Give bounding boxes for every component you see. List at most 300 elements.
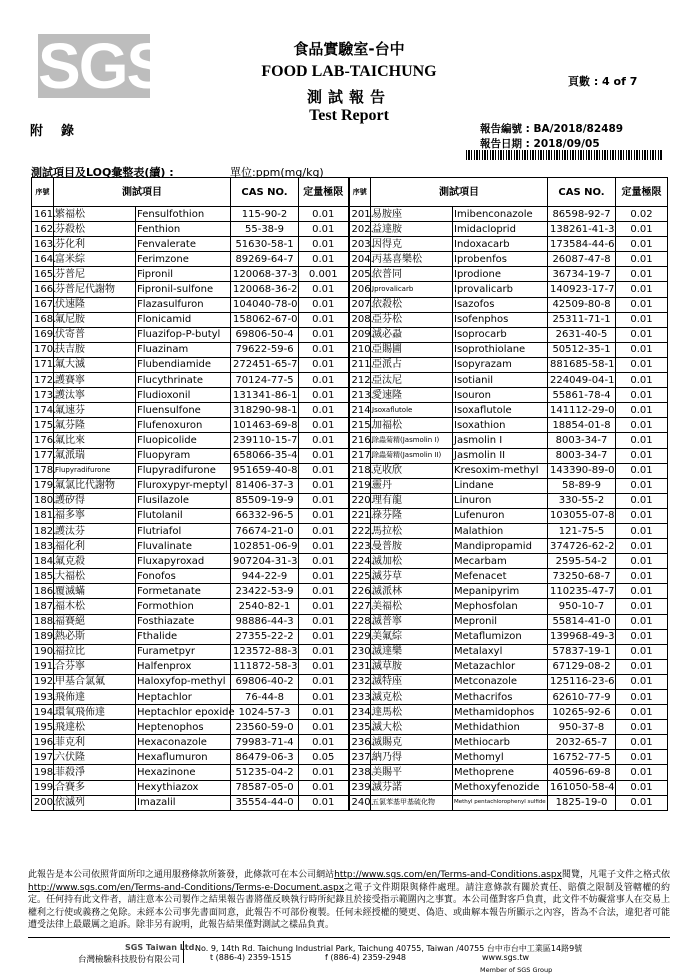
cas-number: 79622-59-6 <box>231 342 299 357</box>
loq-value: 0.01 <box>616 554 668 569</box>
item-en: Mecarbam <box>453 554 548 569</box>
item-zh: 氟比來 <box>54 433 136 448</box>
item-zh: 芬普尼代謝物 <box>54 282 136 297</box>
row-number: 234. <box>349 705 371 720</box>
disclaimer-text: 之電子文件期限與條件處理。請注意條款有關於責任、賠償之限制及管轄權的約定。任何持有此文件者，請注意本公司製作之結果報告書將僅反映執行時所紀錄且於接受指示範圍內之事實。本公司僅對客戶負責，此文件不妨礙當事人在交易上權利之行使或義務之免除。未經本公司事先書面同意，此報告不可部份複製。任何未經授權的變更、偽造、或曲解本報告所顯示之內容，皆為不合法，違犯者可能遭受法律上最嚴厲之追訴。除非另有說明，此報告結果僅對測試之樣品負責。 <box>28 882 670 930</box>
table-row <box>32 373 668 388</box>
item-en: Methomyl <box>453 750 548 765</box>
cas-number: 330-55-2 <box>548 493 616 508</box>
row-number: 204. <box>349 252 371 267</box>
row-number: 193. <box>32 690 54 705</box>
table-row <box>32 569 668 584</box>
loq-value: 0.01 <box>299 554 349 569</box>
item-en: Iprodione <box>453 267 548 282</box>
terms-link[interactable]: http://www.sgs.com/en/Terms-and-Conditions.aspx <box>334 870 562 880</box>
item-en: Formetanate <box>136 584 231 599</box>
item-zh: 易胺座 <box>371 207 453 222</box>
cas-number: 1825-19-0 <box>548 795 616 810</box>
loq-value: 0.01 <box>299 539 349 554</box>
loq-value: 0.01 <box>616 569 668 584</box>
loq-value: 0.01 <box>299 403 349 418</box>
col-header-no: 序號 <box>32 178 54 207</box>
item-en: Iprovalicarb <box>453 282 548 297</box>
loq-value: 0.01 <box>299 433 349 448</box>
row-number: 176. <box>32 433 54 448</box>
item-zh: 氟克殺 <box>54 554 136 569</box>
table-row <box>32 478 668 493</box>
loq-value: 0.01 <box>299 237 349 252</box>
cas-number: 2540-82-1 <box>231 599 299 614</box>
item-en: Heptenophos <box>136 720 231 735</box>
company-address: No. 9, 14th Rd. Taichung Industrial Park, Taichung 40755, Taiwan /40755 台中市台中工業區14路9號 <box>195 944 583 953</box>
table-row <box>32 207 668 222</box>
loq-value: 0.001 <box>299 267 349 282</box>
loq-value: 0.01 <box>616 252 668 267</box>
loq-value: 0.01 <box>299 584 349 599</box>
report-number: 報告編號 : BA/2018/82489 <box>480 123 624 135</box>
loq-value: 0.01 <box>299 674 349 689</box>
col-header-item: 測試項目 <box>54 178 231 207</box>
table-row <box>32 312 668 327</box>
row-number: 222. <box>349 523 371 538</box>
loq-value: 0.01 <box>616 599 668 614</box>
item-en: Methamidophos <box>453 705 548 720</box>
loq-value: 0.01 <box>616 418 668 433</box>
loq-value: 0.01 <box>299 312 349 327</box>
row-number: 189. <box>32 629 54 644</box>
item-zh: 護矽得 <box>54 493 136 508</box>
item-zh: 美賜平 <box>371 765 453 780</box>
cas-number: 950-10-7 <box>548 599 616 614</box>
col-header-no: 序號 <box>349 178 371 207</box>
cas-number: 36734-19-7 <box>548 267 616 282</box>
cas-number: 102851-06-9 <box>231 539 299 554</box>
row-number: 188. <box>32 614 54 629</box>
row-number: 209. <box>349 327 371 342</box>
barcode <box>466 150 662 160</box>
cas-number: 8003-34-7 <box>548 433 616 448</box>
company-fax: f (886-4) 2359-2948 <box>325 953 406 962</box>
cas-number: 51235-04-2 <box>231 765 299 780</box>
row-number: 223. <box>349 539 371 554</box>
cas-number: 55861-78-4 <box>548 388 616 403</box>
item-zh: 覆滅蟎 <box>54 584 136 599</box>
item-zh: 伏速隆 <box>54 297 136 312</box>
row-number: 195. <box>32 720 54 735</box>
loq-value: 0.01 <box>299 448 349 463</box>
cas-number: 374726-62-2 <box>548 539 616 554</box>
item-zh: 亞芬松 <box>371 312 453 327</box>
item-en: Heptachlor epoxide <box>136 705 231 720</box>
disclaimer-text: 此報告是本公司依照背面所印之通用服務條款所簽發，此條款可在本公司網站 <box>28 870 335 880</box>
row-number: 196. <box>32 735 54 750</box>
cas-number: 25311-71-1 <box>548 312 616 327</box>
row-number: 191. <box>32 659 54 674</box>
loq-value: 0.01 <box>299 705 349 720</box>
item-en: Hexythiazox <box>136 780 231 795</box>
row-number: 185. <box>32 569 54 584</box>
item-en: Methyl pentachlorophenyl sulfide <box>453 795 548 810</box>
cas-number: 125116-23-6 <box>548 674 616 689</box>
table-row <box>32 539 668 554</box>
table-row <box>32 267 668 282</box>
cas-number: 115-90-2 <box>231 207 299 222</box>
loq-value: 0.01 <box>299 795 349 810</box>
row-number: 238. <box>349 765 371 780</box>
loq-value: 0.01 <box>299 342 349 357</box>
item-en: Jasmolin II <box>453 448 548 463</box>
table-row <box>32 690 668 705</box>
table-row <box>32 418 668 433</box>
row-number: 231. <box>349 659 371 674</box>
item-zh: 芬殺松 <box>54 222 136 237</box>
item-en: Ferimzone <box>136 252 231 267</box>
item-en: Flubendiamide <box>136 357 231 372</box>
row-number: 171. <box>32 357 54 372</box>
loq-value: 0.01 <box>616 282 668 297</box>
item-zh: 護賽寧 <box>54 373 136 388</box>
item-en: Haloxyfop-methyl <box>136 674 231 689</box>
loq-value: 0.01 <box>616 795 668 810</box>
item-zh: 依普同 <box>371 267 453 282</box>
row-number: 205. <box>349 267 371 282</box>
table-row <box>32 629 668 644</box>
table-row <box>32 659 668 674</box>
loq-value: 0.01 <box>299 463 349 478</box>
item-en: Fluroxypyr-meptyl <box>136 478 231 493</box>
item-en: Halfenprox <box>136 659 231 674</box>
table-row <box>32 735 668 750</box>
row-number: 202. <box>349 222 371 237</box>
item-en: Metaflumizon <box>453 629 548 644</box>
cas-number: 111872-58-3 <box>231 659 299 674</box>
cas-number: 57837-19-1 <box>548 644 616 659</box>
loq-value: 0.01 <box>299 523 349 538</box>
cas-number: 951659-40-8 <box>231 463 299 478</box>
item-zh: 滅克松 <box>371 690 453 705</box>
cas-number: 272451-65-7 <box>231 357 299 372</box>
loq-value: 0.01 <box>299 297 349 312</box>
disclaimer <box>28 869 670 932</box>
cas-number: 658066-35-4 <box>231 448 299 463</box>
row-number: 217. <box>349 448 371 463</box>
item-en: Metalaxyl <box>453 644 548 659</box>
loq-value: 0.01 <box>299 478 349 493</box>
item-zh: 因得克 <box>371 237 453 252</box>
col-header-loq: 定量極限 <box>616 178 668 207</box>
item-zh: 氟派瑞 <box>54 448 136 463</box>
item-zh: Isoxaflutole <box>371 403 453 418</box>
item-zh: 氟芬隆 <box>54 418 136 433</box>
loq-table <box>31 177 668 811</box>
item-zh: 滅必蝨 <box>371 327 453 342</box>
loq-value: 0.01 <box>616 659 668 674</box>
item-zh: 合芬寧 <box>54 659 136 674</box>
cas-number: 104040-78-0 <box>231 297 299 312</box>
loq-value: 0.01 <box>299 388 349 403</box>
item-zh: 克收欣 <box>371 463 453 478</box>
cas-number: 69806-40-2 <box>231 674 299 689</box>
row-number: 228. <box>349 614 371 629</box>
cas-number: 55-38-9 <box>231 222 299 237</box>
col-header-cas: CAS NO. <box>548 178 616 207</box>
cas-number: 70124-77-5 <box>231 373 299 388</box>
item-zh: 依滅列 <box>54 795 136 810</box>
row-number: 216. <box>349 433 371 448</box>
company-website[interactable]: www.sgs.tw <box>482 953 530 962</box>
page-number: 頁數 : 4 of 7 <box>568 75 638 88</box>
cas-number: 139968-49-3 <box>548 629 616 644</box>
item-en: Mepronil <box>453 614 548 629</box>
row-number: 179. <box>32 478 54 493</box>
item-en: Iprobenfos <box>453 252 548 267</box>
loq-value: 0.01 <box>616 342 668 357</box>
item-en: Isoprothiolane <box>453 342 548 357</box>
cas-number: 89269-64-7 <box>231 252 299 267</box>
loq-value: 0.01 <box>299 493 349 508</box>
loq-value: 0.01 <box>299 735 349 750</box>
loq-value: 0.01 <box>299 780 349 795</box>
row-number: 172. <box>32 373 54 388</box>
table-row <box>32 523 668 538</box>
loq-value: 0.01 <box>616 523 668 538</box>
cas-number: 907204-31-3 <box>231 554 299 569</box>
cas-number: 81406-37-3 <box>231 478 299 493</box>
row-number: 212. <box>349 373 371 388</box>
row-number: 236. <box>349 735 371 750</box>
item-zh: 福木松 <box>54 599 136 614</box>
loq-value: 0.01 <box>616 674 668 689</box>
item-en: Mandipropamid <box>453 539 548 554</box>
loq-value: 0.01 <box>616 222 668 237</box>
item-zh: 福賽絕 <box>54 614 136 629</box>
row-number: 177. <box>32 448 54 463</box>
loq-value: 0.01 <box>616 508 668 523</box>
item-en: Fluxapyroxad <box>136 554 231 569</box>
item-en: Mepanipyrim <box>453 584 548 599</box>
loq-value: 0.01 <box>616 312 668 327</box>
loq-value: 0.01 <box>299 418 349 433</box>
loq-value: 0.01 <box>299 252 349 267</box>
lab-name-en: FOOD LAB-TAICHUNG <box>261 63 437 80</box>
row-number: 200. <box>32 795 54 810</box>
row-number: 163. <box>32 237 54 252</box>
loq-value: 0.01 <box>299 690 349 705</box>
table-row <box>32 765 668 780</box>
row-number: 182. <box>32 523 54 538</box>
table-row <box>32 327 668 342</box>
loq-value: 0.05 <box>299 750 349 765</box>
loq-value: 0.01 <box>616 765 668 780</box>
loq-value: 0.01 <box>616 448 668 463</box>
loq-value: 0.01 <box>299 327 349 342</box>
row-number: 230. <box>349 644 371 659</box>
item-zh: 環氧飛佈達 <box>54 705 136 720</box>
row-number: 165. <box>32 267 54 282</box>
item-en: Fipronil-sulfone <box>136 282 231 297</box>
item-en: Formothion <box>136 599 231 614</box>
item-zh: 護汰寧 <box>54 388 136 403</box>
cas-number: 16752-77-5 <box>548 750 616 765</box>
item-zh: 祿芬隆 <box>371 508 453 523</box>
cas-number: 76674-21-0 <box>231 523 299 538</box>
table-row <box>32 795 668 810</box>
cas-number: 103055-07-8 <box>548 508 616 523</box>
item-zh: 芬普尼 <box>54 267 136 282</box>
loq-value: 0.01 <box>616 478 668 493</box>
table-row <box>32 554 668 569</box>
item-en: Isofenphos <box>453 312 548 327</box>
row-number: 168. <box>32 312 54 327</box>
row-number: 213. <box>349 388 371 403</box>
loq-value: 0.01 <box>616 614 668 629</box>
cas-number: 86598-92-7 <box>548 207 616 222</box>
row-number: 208. <box>349 312 371 327</box>
report-date: 報告日期 : 2018/09/05 <box>480 138 600 150</box>
report-title-zh: 測試報告 <box>306 88 391 106</box>
cas-number: 224049-04-1 <box>548 373 616 388</box>
row-number: 161. <box>32 207 54 222</box>
item-zh: 氟氯比代謝物 <box>54 478 136 493</box>
item-en: Methoprene <box>453 765 548 780</box>
item-zh: 熱必斯 <box>54 629 136 644</box>
row-number: 186. <box>32 584 54 599</box>
cas-number: 27355-22-2 <box>231 629 299 644</box>
item-zh: Flupyradifurone <box>54 463 136 478</box>
item-zh: 扶吉胺 <box>54 342 136 357</box>
item-zh: 滅普寧 <box>371 614 453 629</box>
loq-value: 0.01 <box>616 690 668 705</box>
item-zh: 飛佈達 <box>54 690 136 705</box>
row-number: 164. <box>32 252 54 267</box>
row-number: 201. <box>349 207 371 222</box>
appendix-label: 附錄 <box>30 124 93 139</box>
item-en: Isoxathion <box>453 418 548 433</box>
loq-value: 0.01 <box>299 508 349 523</box>
cas-number: 79983-71-4 <box>231 735 299 750</box>
item-zh: 五氯苯基甲基硫化物 <box>371 795 453 810</box>
item-zh: 氟大滅 <box>54 357 136 372</box>
table-row <box>32 403 668 418</box>
item-en: Flusilazole <box>136 493 231 508</box>
item-en: Fluazifop-P-butyl <box>136 327 231 342</box>
company-phone: t (886-4) 2359-1515 <box>210 953 292 962</box>
cas-number: 26087-47-8 <box>548 252 616 267</box>
loq-value: 0.01 <box>616 720 668 735</box>
item-zh: 美氟綜 <box>371 629 453 644</box>
cas-number: 51630-58-1 <box>231 237 299 252</box>
report-title-en: Test Report <box>309 107 389 124</box>
table-row <box>32 780 668 795</box>
item-en: Fonofos <box>136 569 231 584</box>
item-en: Fluopyram <box>136 448 231 463</box>
member-label: Member of SGS Group <box>480 966 553 974</box>
row-number: 214. <box>349 403 371 418</box>
row-number: 170. <box>32 342 54 357</box>
item-zh: 達馬松 <box>371 705 453 720</box>
loq-value: 0.01 <box>299 207 349 222</box>
table-row <box>32 674 668 689</box>
row-number: 187. <box>32 599 54 614</box>
item-en: Kresoxim-methyl <box>453 463 548 478</box>
table-row <box>32 599 668 614</box>
item-en: Fosthiazate <box>136 614 231 629</box>
item-zh: 馬拉松 <box>371 523 453 538</box>
loq-value: 0.01 <box>616 388 668 403</box>
row-number: 219. <box>349 478 371 493</box>
item-zh: 加福松 <box>371 418 453 433</box>
e-document-terms-link[interactable]: http://www.sgs.com/en/Terms-and-Conditions/Terms-e-Document.aspx <box>28 882 345 893</box>
cas-number: 881685-58-1 <box>548 357 616 372</box>
row-number: 181. <box>32 508 54 523</box>
table-title: 測試項目及LOQ彙整表(續) : <box>31 166 174 179</box>
item-en: Isotianil <box>453 373 548 388</box>
table-row <box>32 750 668 765</box>
loq-value: 0.01 <box>616 493 668 508</box>
cas-number: 120068-37-3 <box>231 267 299 282</box>
row-number: 207. <box>349 297 371 312</box>
item-en: Isoprocarb <box>453 327 548 342</box>
cas-number: 66332-96-5 <box>231 508 299 523</box>
table-row <box>32 222 668 237</box>
item-en: Fluensulfone <box>136 403 231 418</box>
cas-number: 110235-47-7 <box>548 584 616 599</box>
col-header-loq: 定量極限 <box>299 178 349 207</box>
item-en: Jasmolin I <box>453 433 548 448</box>
col-header-item: 測試項目 <box>371 178 548 207</box>
item-en: Heptachlor <box>136 690 231 705</box>
loq-value: 0.01 <box>299 720 349 735</box>
item-en: Methacrifos <box>453 690 548 705</box>
loq-value: 0.01 <box>616 629 668 644</box>
cas-number: 173584-44-6 <box>548 237 616 252</box>
loq-value: 0.01 <box>616 373 668 388</box>
loq-value: 0.01 <box>616 705 668 720</box>
cas-number: 2032-65-7 <box>548 735 616 750</box>
item-en: Fensulfothion <box>136 207 231 222</box>
item-en: Methidathion <box>453 720 548 735</box>
row-number: 225. <box>349 569 371 584</box>
cas-number: 62610-77-9 <box>548 690 616 705</box>
loq-value: 0.01 <box>299 282 349 297</box>
loq-value: 0.01 <box>616 644 668 659</box>
row-number: 203. <box>349 237 371 252</box>
item-zh: 丙基喜樂松 <box>371 252 453 267</box>
item-zh: 菲克利 <box>54 735 136 750</box>
table-row <box>32 282 668 297</box>
item-zh: 益達胺 <box>371 222 453 237</box>
loq-value: 0.01 <box>299 659 349 674</box>
row-number: 173. <box>32 388 54 403</box>
row-number: 184. <box>32 554 54 569</box>
item-zh: 滅芬草 <box>371 569 453 584</box>
row-number: 210. <box>349 342 371 357</box>
loq-value: 0.01 <box>616 357 668 372</box>
item-zh: 滅大松 <box>371 720 453 735</box>
item-en: Mefenacet <box>453 569 548 584</box>
item-zh: 滅芬諾 <box>371 780 453 795</box>
item-zh: 理有龍 <box>371 493 453 508</box>
item-en: Imidacloprid <box>453 222 548 237</box>
item-zh: Iprovalicarb <box>371 282 453 297</box>
item-zh: 依殺松 <box>371 297 453 312</box>
item-en: Isazofos <box>453 297 548 312</box>
item-en: Hexazinone <box>136 765 231 780</box>
cas-number: 85509-19-9 <box>231 493 299 508</box>
item-zh: 芬化利 <box>54 237 136 252</box>
cas-number: 944-22-9 <box>231 569 299 584</box>
item-zh: 滅特座 <box>371 674 453 689</box>
